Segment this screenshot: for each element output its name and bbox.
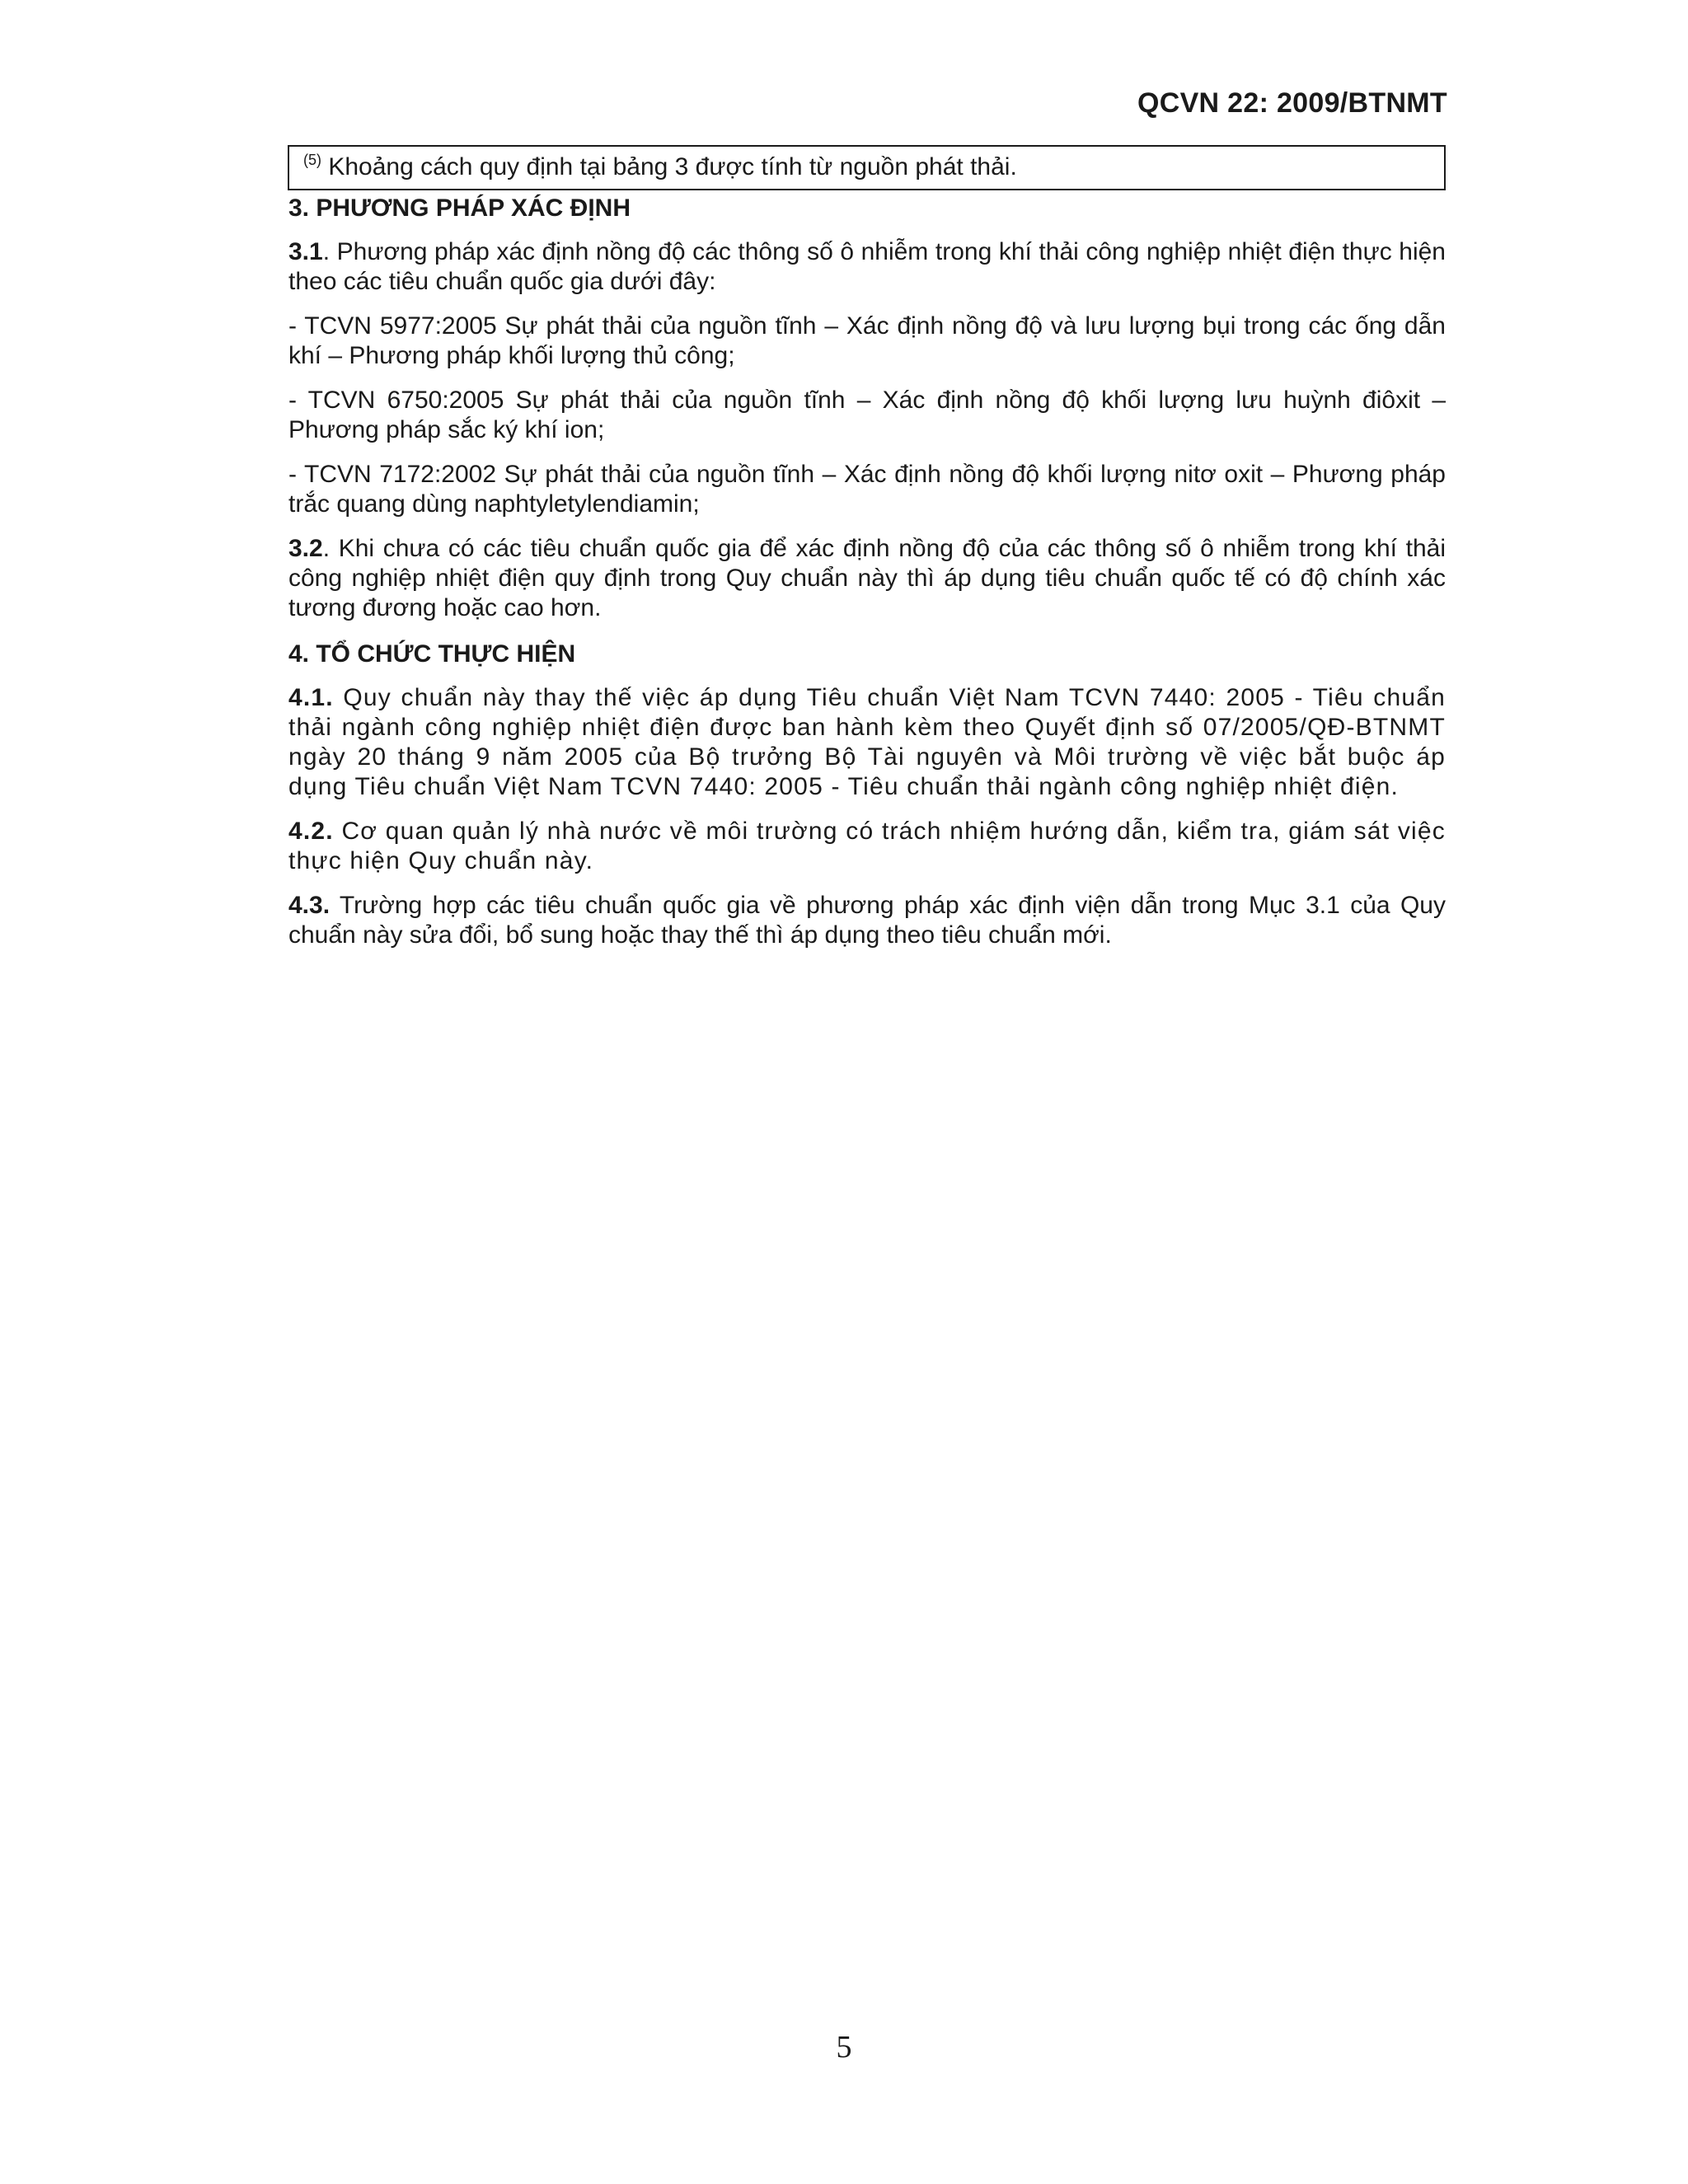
paragraph-4-3-text: Trường hợp các tiêu chuẩn quốc gia về phương pháp xác định viện dẫn trong Mục 3.1 của Quy chuẩn này sửa đổi, bổ sung hoặc thay thế thì áp dụng theo tiêu chuẩn mới. xyxy=(288,892,1446,949)
paragraph-4-2-number: 4.2. xyxy=(288,818,334,845)
footnote-marker: (5) xyxy=(303,152,321,168)
paragraph-3-1 xyxy=(288,237,1446,297)
paragraph-3-1-text: . Phương pháp xác định nồng độ các thông số ô nhiễm trong khí thải công nghiệp nhiệt điện thực hiện theo các tiêu chuẩn quốc gia dưới đây: xyxy=(288,238,1446,295)
paragraph-4-1-text: Quy chuẩn này thay thế việc áp dụng Tiêu chuẩn Việt Nam TCVN 7440: 2005 - Tiêu chuẩn thải ngành công nghiệp nhiệt điện được ban hành kèm theo Quyết định số 07/2005/QĐ-BTNMT ngày 20 tháng 9 năm 2005 của Bộ trưởng Bộ Tài nguyên và Môi trường về việc bắt buộc áp dụng Tiêu chuẩn Việt Nam TCVN 7440: 2005 - Tiêu chuẩn thải ngành công nghiệp nhiệt điện. xyxy=(288,684,1446,800)
standard-item-tcvn-6750: - TCVN 6750:2005 Sự phát thải của nguồn tĩnh – Xác định nồng độ khối lượng lưu huỳnh điôxit – Phương pháp sắc ký khí ion; xyxy=(288,387,1446,443)
section-4-heading: 4. TỔ CHỨC THỰC HIỆN xyxy=(288,640,576,668)
paragraph-3-2 xyxy=(288,534,1446,623)
standard-item-tcvn-5977: - TCVN 5977:2005 Sự phát thải của nguồn tĩnh – Xác định nồng độ và lưu lượng bụi trong các ống dẫn khí – Phương pháp khối lượng thủ công; xyxy=(288,312,1446,369)
paragraph-4-3-number: 4.3. xyxy=(288,892,331,919)
paragraph-3-2-number: 3.2 xyxy=(288,535,323,562)
document-body xyxy=(288,191,1446,950)
paragraph-3-1-number: 3.1 xyxy=(288,238,323,265)
paragraph-4-3 xyxy=(288,891,1446,950)
table-footnote-box xyxy=(288,145,1446,190)
page-number: 5 xyxy=(836,2030,852,2064)
paragraph-3-2-text: . Khi chưa có các tiêu chuẩn quốc gia để xác định nồng độ của các thông số ô nhiễm trong khí thải công nghiệp nhiệt điện quy định trong Quy chuẩn này thì áp dụng tiêu chuẩn quốc tế có độ chính xác tương đương hoặc cao hơn. xyxy=(288,535,1446,621)
paragraph-4-1-number: 4.1. xyxy=(288,684,334,711)
paragraph-4-2 xyxy=(288,817,1446,876)
section-3-heading: 3. PHƯƠNG PHÁP XÁC ĐỊNH xyxy=(288,194,631,222)
standard-item-tcvn-7172: - TCVN 7172:2002 Sự phát thải của nguồn tĩnh – Xác định nồng độ khối lượng nitơ oxit – Phương pháp trắc quang dùng naphtyletylendiamin; xyxy=(288,461,1446,518)
document-code-header: QCVN 22: 2009/BTNMT xyxy=(1137,87,1447,119)
paragraph-4-1 xyxy=(288,683,1446,802)
footnote-text: Khoảng cách quy định tại bảng 3 được tính từ nguồn phát thải. xyxy=(328,153,1017,180)
paragraph-4-2-text: Cơ quan quản lý nhà nước về môi trường có trách nhiệm hướng dẫn, kiểm tra, giám sát việc thực hiện Quy chuẩn này. xyxy=(288,818,1446,874)
